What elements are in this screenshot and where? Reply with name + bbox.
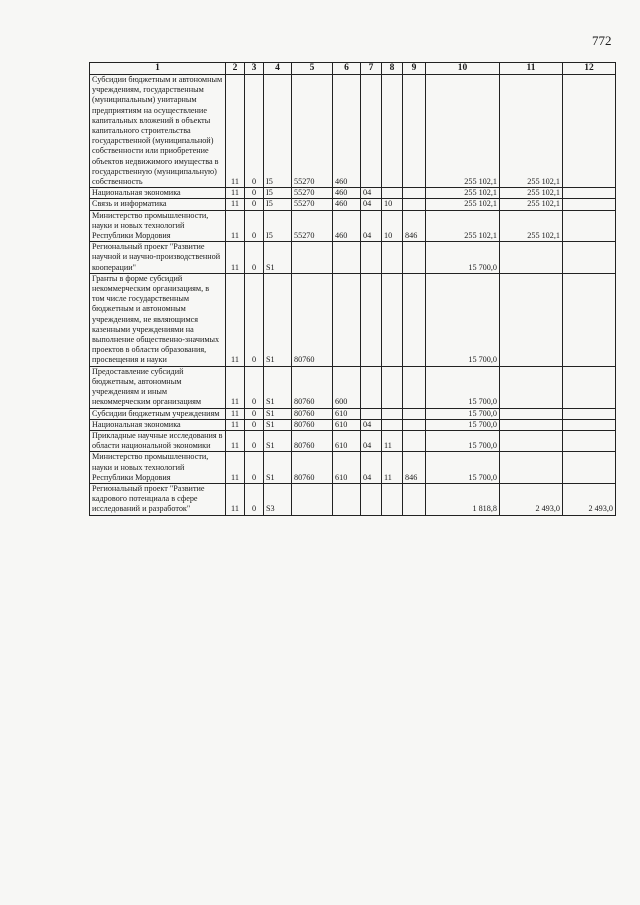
cell (563, 188, 616, 199)
cell (563, 430, 616, 451)
cell: 255 102,1 (426, 75, 500, 188)
cell (382, 419, 403, 430)
cell: 0 (245, 242, 264, 274)
row-name: Прикладные научные исследования в области национальной экономики (90, 430, 226, 451)
page-number: 772 (592, 33, 612, 48)
cell (403, 483, 426, 515)
cell: 1 818,8 (426, 483, 500, 515)
column-header: 6 (333, 63, 361, 75)
cell: 80760 (292, 408, 333, 419)
cell: 11 (226, 366, 245, 408)
cell: S1 (264, 366, 292, 408)
column-header: 5 (292, 63, 333, 75)
cell (361, 408, 382, 419)
cell (500, 273, 563, 366)
cell (563, 199, 616, 210)
cell: 610 (333, 408, 361, 419)
table-row (90, 273, 616, 366)
cell: 04 (361, 199, 382, 210)
cell: 55270 (292, 199, 333, 210)
cell: 255 102,1 (500, 210, 563, 242)
cell (563, 408, 616, 419)
cell: 460 (333, 188, 361, 199)
header-row (90, 63, 616, 75)
cell (500, 242, 563, 274)
cell (500, 366, 563, 408)
cell: 0 (245, 419, 264, 430)
cell: I5 (264, 199, 292, 210)
cell: 55270 (292, 75, 333, 188)
column-header: 11 (500, 63, 563, 75)
cell (382, 188, 403, 199)
cell (403, 188, 426, 199)
cell: 11 (226, 210, 245, 242)
cell: 04 (361, 188, 382, 199)
cell: 460 (333, 199, 361, 210)
cell (403, 366, 426, 408)
cell: 55270 (292, 188, 333, 199)
cell: 11 (226, 75, 245, 188)
cell (563, 452, 616, 484)
column-header: 12 (563, 63, 616, 75)
cell: 0 (245, 210, 264, 242)
cell (361, 366, 382, 408)
row-name: Связь и информатика (90, 199, 226, 210)
cell: 80760 (292, 419, 333, 430)
cell: 11 (226, 408, 245, 419)
row-name: Национальная экономика (90, 419, 226, 430)
row-name: Субсидии бюджетным учреждениям (90, 408, 226, 419)
cell (333, 273, 361, 366)
cell (563, 75, 616, 188)
cell: 0 (245, 452, 264, 484)
row-name: Гранты в форме субсидий некоммерческим организациям, в том числе государственным бюджетным и автономным учреждениям, не являющимся казенными учреждениями на выполнение общественно-значимых проектов в области образования, просвещения и науки (90, 273, 226, 366)
cell: 15 700,0 (426, 408, 500, 419)
cell (382, 75, 403, 188)
cell: 255 102,1 (426, 188, 500, 199)
cell: 04 (361, 419, 382, 430)
cell (403, 242, 426, 274)
cell (500, 430, 563, 451)
cell: 11 (382, 452, 403, 484)
table-row (90, 430, 616, 451)
table-row (90, 483, 616, 515)
cell: 11 (226, 242, 245, 274)
cell (382, 408, 403, 419)
cell (361, 273, 382, 366)
cell: 0 (245, 430, 264, 451)
cell: S1 (264, 273, 292, 366)
cell (403, 199, 426, 210)
cell: I5 (264, 210, 292, 242)
cell: 04 (361, 452, 382, 484)
cell: 255 102,1 (426, 199, 500, 210)
table-row (90, 210, 616, 242)
cell: 11 (226, 419, 245, 430)
cell (500, 408, 563, 419)
column-header: 9 (403, 63, 426, 75)
row-name: Региональный проект "Развитие научной и научно-производственной кооперации" (90, 242, 226, 274)
cell (361, 75, 382, 188)
cell: 255 102,1 (500, 75, 563, 188)
cell (500, 419, 563, 430)
cell: S1 (264, 408, 292, 419)
cell: 610 (333, 452, 361, 484)
cell: 846 (403, 452, 426, 484)
cell: I5 (264, 75, 292, 188)
cell (563, 366, 616, 408)
cell: 11 (226, 483, 245, 515)
cell: 80760 (292, 273, 333, 366)
cell: 255 102,1 (500, 199, 563, 210)
cell (500, 452, 563, 484)
cell: 2 493,0 (563, 483, 616, 515)
cell (382, 242, 403, 274)
cell (382, 366, 403, 408)
cell: 10 (382, 210, 403, 242)
column-header: 8 (382, 63, 403, 75)
cell: 80760 (292, 366, 333, 408)
cell (382, 483, 403, 515)
cell: 15 700,0 (426, 242, 500, 274)
row-name: Национальная экономика (90, 188, 226, 199)
table-row (90, 408, 616, 419)
cell (382, 273, 403, 366)
column-header: 3 (245, 63, 264, 75)
column-header: 4 (264, 63, 292, 75)
column-header: 10 (426, 63, 500, 75)
cell: S1 (264, 419, 292, 430)
cell: 0 (245, 188, 264, 199)
cell: 460 (333, 210, 361, 242)
budget-table (89, 62, 616, 516)
cell (403, 408, 426, 419)
cell: I5 (264, 188, 292, 199)
cell: 15 700,0 (426, 273, 500, 366)
cell: 0 (245, 199, 264, 210)
cell (563, 419, 616, 430)
row-name: Министерство промышленности, науки и новых технологий Республики Мордовия (90, 210, 226, 242)
cell (563, 210, 616, 242)
table-row (90, 419, 616, 430)
cell (292, 242, 333, 274)
row-name: Предоставление субсидий бюджетным, автономным учреждениям и иным некоммерческим организациям (90, 366, 226, 408)
cell: 55270 (292, 210, 333, 242)
cell: 0 (245, 483, 264, 515)
row-name: Субсидии бюджетным и автономным учреждениям, государственным (муниципальным) унитарным предприятиям на осуществление капитальных вложений в объекты капитального строительства государственной (муниципальной) собственности или приобретение объектов недвижимого имущества в государственную (муниципальную) собственность (90, 75, 226, 188)
cell (333, 483, 361, 515)
cell: 11 (226, 188, 245, 199)
cell: 2 493,0 (500, 483, 563, 515)
cell: 460 (333, 75, 361, 188)
cell: 80760 (292, 452, 333, 484)
cell: 610 (333, 430, 361, 451)
cell (403, 419, 426, 430)
cell (563, 242, 616, 274)
cell: 11 (382, 430, 403, 451)
row-name: Региональный проект "Развитие кадрового потенциала в сфере исследований и разработок" (90, 483, 226, 515)
cell: 11 (226, 199, 245, 210)
cell: 15 700,0 (426, 419, 500, 430)
cell: 15 700,0 (426, 366, 500, 408)
column-header: 2 (226, 63, 245, 75)
cell: 04 (361, 430, 382, 451)
cell (403, 430, 426, 451)
cell (361, 242, 382, 274)
cell: 255 102,1 (426, 210, 500, 242)
cell: 255 102,1 (500, 188, 563, 199)
table-row (90, 75, 616, 188)
row-name: Министерство промышленности, науки и новых технологий Республики Мордовия (90, 452, 226, 484)
cell (563, 273, 616, 366)
cell: 11 (226, 273, 245, 366)
cell: 0 (245, 273, 264, 366)
column-header: 1 (90, 63, 226, 75)
cell: 04 (361, 210, 382, 242)
cell (403, 75, 426, 188)
cell: S1 (264, 242, 292, 274)
cell (292, 483, 333, 515)
cell (333, 242, 361, 274)
table-row (90, 242, 616, 274)
cell: 610 (333, 419, 361, 430)
cell: 0 (245, 75, 264, 188)
cell (361, 483, 382, 515)
cell: 600 (333, 366, 361, 408)
table-row (90, 188, 616, 199)
cell: 11 (226, 452, 245, 484)
cell: 15 700,0 (426, 452, 500, 484)
cell (403, 273, 426, 366)
table-row (90, 452, 616, 484)
cell: S3 (264, 483, 292, 515)
cell: 15 700,0 (426, 430, 500, 451)
cell: 0 (245, 366, 264, 408)
cell: 80760 (292, 430, 333, 451)
cell: 10 (382, 199, 403, 210)
cell: S1 (264, 430, 292, 451)
cell: 11 (226, 430, 245, 451)
column-header: 7 (361, 63, 382, 75)
table-row (90, 199, 616, 210)
cell: 846 (403, 210, 426, 242)
cell: 0 (245, 408, 264, 419)
table-row (90, 366, 616, 408)
cell: S1 (264, 452, 292, 484)
